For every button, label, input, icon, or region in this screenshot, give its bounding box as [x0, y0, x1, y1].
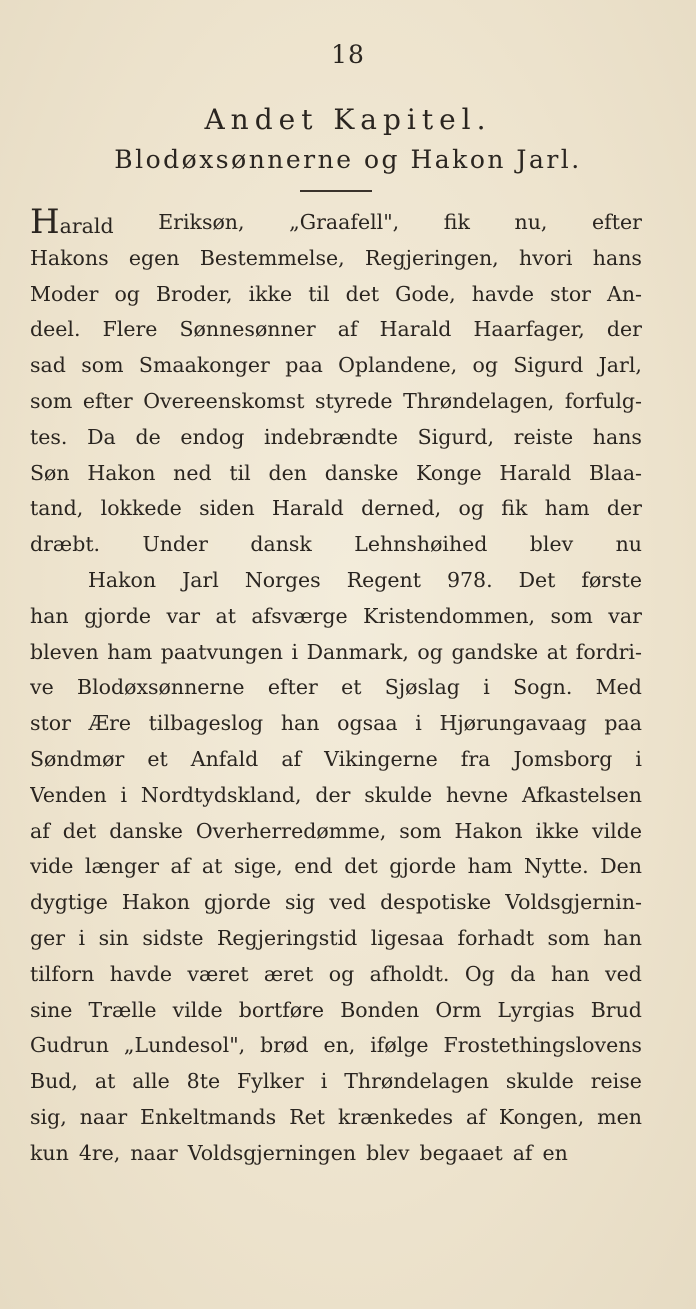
text-line: ve Blodøxsønnerne efter et Sjøslag i Sogn. Med	[30, 675, 642, 700]
text-line: Søndmør et Anfald af Vikingerne fra Jomsborg i	[30, 746, 642, 771]
text-line: tes. Da de endog indebrændte Sigurd, reiste hans	[30, 424, 642, 449]
chapter-heading: Andet Kapitel.	[204, 103, 492, 136]
text-line: deel. Flere Sønnesønner af Harald Haarfager, der	[30, 317, 642, 342]
text-line: Hakons egen Bestemmelse, Regjeringen, hvori hans	[30, 245, 642, 270]
text-line: Moder og Broder, ikke til det Gode, havde stor An-	[30, 281, 642, 306]
text-line: tilforn havde været æret og afholdt. Og da han ved	[30, 961, 642, 986]
text-line: ger i sin sidste Regjeringstid ligesaa forhadt som han	[30, 925, 642, 950]
text-line: sig, naar Enkeltmands Ret krænkedes af Kongen, men	[30, 1104, 642, 1129]
body-text	[30, 205, 642, 1172]
text-line: vide længer af at sige, end det gjorde ham Nytte. Den	[30, 854, 642, 879]
text-line: bleven ham paatvungen i Danmark, og gandske at fordri-	[30, 639, 642, 664]
text-line: Harald Eriksøn, „Graafell", fik nu, efter	[30, 205, 642, 241]
text-line: af det danske Overherredømme, som Hakon ikke vilde	[30, 818, 642, 843]
text-line: tand, lokkede siden Harald derned, og fik ham der	[30, 496, 642, 521]
text-line: Venden i Nordtydskland, der skulde hevne Afkastelsen	[30, 782, 642, 807]
text-line: kun 4re, naar Voldsgjerningen blev begaaet af en	[30, 1140, 568, 1165]
text-line: Søn Hakon ned til den danske Konge Harald Blaa-	[30, 460, 642, 485]
text-line: Gudrun „Lundesol", brød en, ifølge Frostethingslovens	[30, 1033, 642, 1058]
text-line: som efter Overeenskomst styrede Thrøndelagen, forfulg-	[30, 388, 642, 413]
text-line: sad som Smaakonger paa Oplandene, og Sigurd Jarl,	[30, 353, 642, 378]
text-line: dygtige Hakon gjorde sig ved despotiske Voldsgjernin-	[30, 890, 642, 915]
text-line: Bud, at alle 8te Fylker i Thrøndelagen skulde reise	[30, 1069, 642, 1094]
heading-rule	[300, 190, 372, 192]
text-line: stor Ære tilbageslog han ogsaa i Hjørungavaag paa	[30, 711, 642, 736]
text-line: Hakon Jarl Norges Regent 978. Det første	[88, 567, 642, 592]
page-number: 18	[331, 40, 365, 69]
text-line: han gjorde var at afsværge Kristendommen, som var	[30, 603, 642, 628]
text-line: sine Trælle vilde bortføre Bonden Orm Lyrgias Brud	[30, 997, 642, 1022]
chapter-subtitle: Blodøxsønnerne og Hakon Jarl.	[114, 145, 582, 174]
text-line: dræbt. Under dansk Lehnshøihed blev nu	[30, 532, 642, 557]
